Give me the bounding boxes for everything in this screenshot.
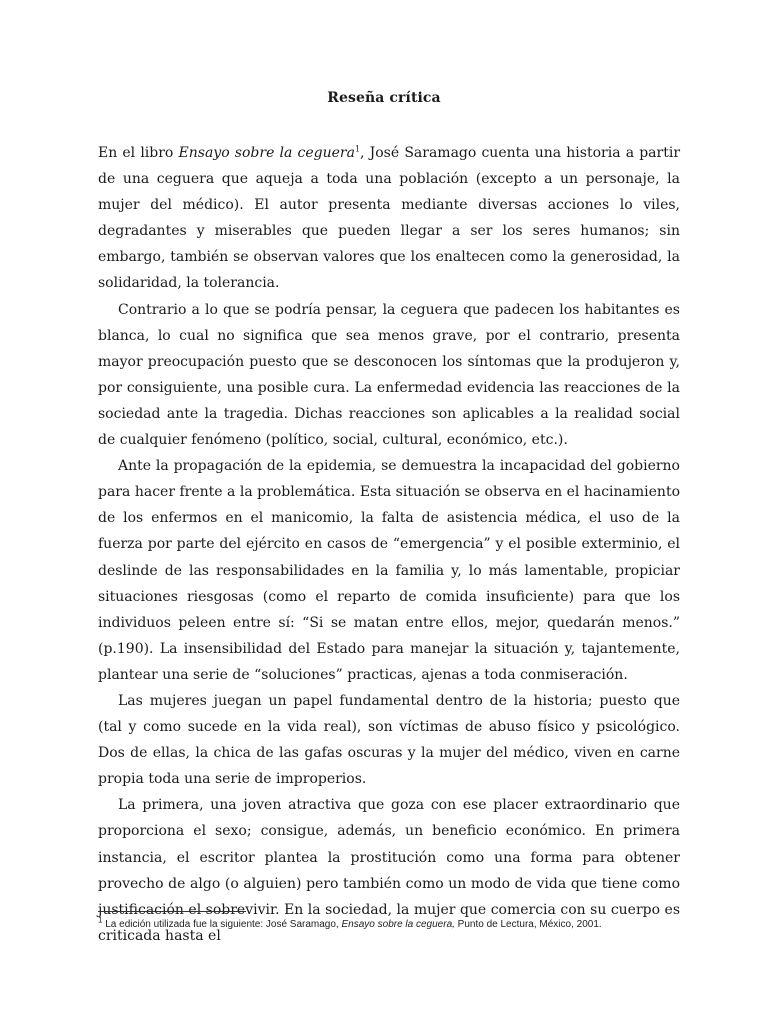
footnote-book-title: Ensayo sobre la ceguera, [341, 919, 455, 930]
paragraph-4: Las mujeres juegan un papel fundamental dentro de la historia; puesto que (tal y como sucede en la vida real), son víctimas de abuso físico y psicológico. Dos de ellas, la chica de las gafas oscuras y la mujer del médico, viven en carne propia toda una serie de improperios. [98, 692, 680, 788]
book-title: Ensayo sobre la ceguera [178, 145, 355, 161]
paragraph-2: Contrario a lo que se podría pensar, la ceguera que padecen los habitantes es blanca, lo cual no significa que sea menos grave, por el contrario, presenta mayor preocupación puesto que se desconocen los síntomas que la produjeron y, por consiguiente, una posible cura. La enfermedad evidencia las reacciones de la sociedad ante la tragedia. Dichas reacciones son aplicables a la realidad social de cualquier fenómeno (político, social, cultural, económico, etc.). [98, 301, 680, 449]
footnote-rest: Punto de Lectura, México, 2001. [454, 919, 602, 930]
paragraph-1-rest: , José Saramago cuenta una historia a partir de una ceguera que aqueja a toda una población (excepto a un personaje, la mujer del médico). El autor presenta mediante diversas acciones lo viles, degradantes y miserables que pueden llegar a ser los seres humanos; sin embargo, también se observan valores que los enaltecen como la generosidad, la solidaridad, la tolerancia. [98, 145, 681, 292]
footnote [98, 915, 680, 931]
footnote-ref: 1 [354, 144, 361, 154]
paragraph-3: Ante la propagación de la epidemia, se demuestra la incapacidad del gobierno para hacer frente a la problemática. Esta situación se observa en el hacinamiento de los enfermos en el manicomio, la falta de asistencia médica, el uso de la fuerza por parte del ejército en casos de “emergencia” y el posible exterminio, el deslinde de las responsabilidades en la familia y, lo más lamentable, propiciar situaciones riesgosas (como el reparto de comida insuficiente) para que los individuos peleen entre sí: “Si se matan entre ellos, mejor, quedarán menos.” (p.190). La insensibilidad del Estado para manejar la situación y, tajantemente, plantear una serie de “soluciones” practicas, ajenas a toda conmiseración. [98, 458, 680, 683]
paragraph-1 [98, 140, 680, 297]
page-title: Reseña crítica [327, 90, 441, 106]
paragraph-5: La primera, una joven atractiva que goza con ese placer extraordinario que proporciona el sexo; consigue, además, un beneficio económico. En primera instancia, el escritor plantea la prostitución como una forma para obtener provecho de algo (o alguien) pero también como un modo de vida que tiene como justificación el sobrevivir. En la sociedad, la mujer que comercia con su cuerpo es criticada hasta el [98, 797, 680, 944]
footnote-divider [98, 911, 246, 912]
body-text [98, 140, 680, 949]
footnote-number: 1 [98, 915, 103, 925]
footnote-lead: La edición utilizada fue la siguiente: José Saramago, [102, 919, 342, 930]
paragraph-1-lead: En el libro [98, 145, 179, 161]
